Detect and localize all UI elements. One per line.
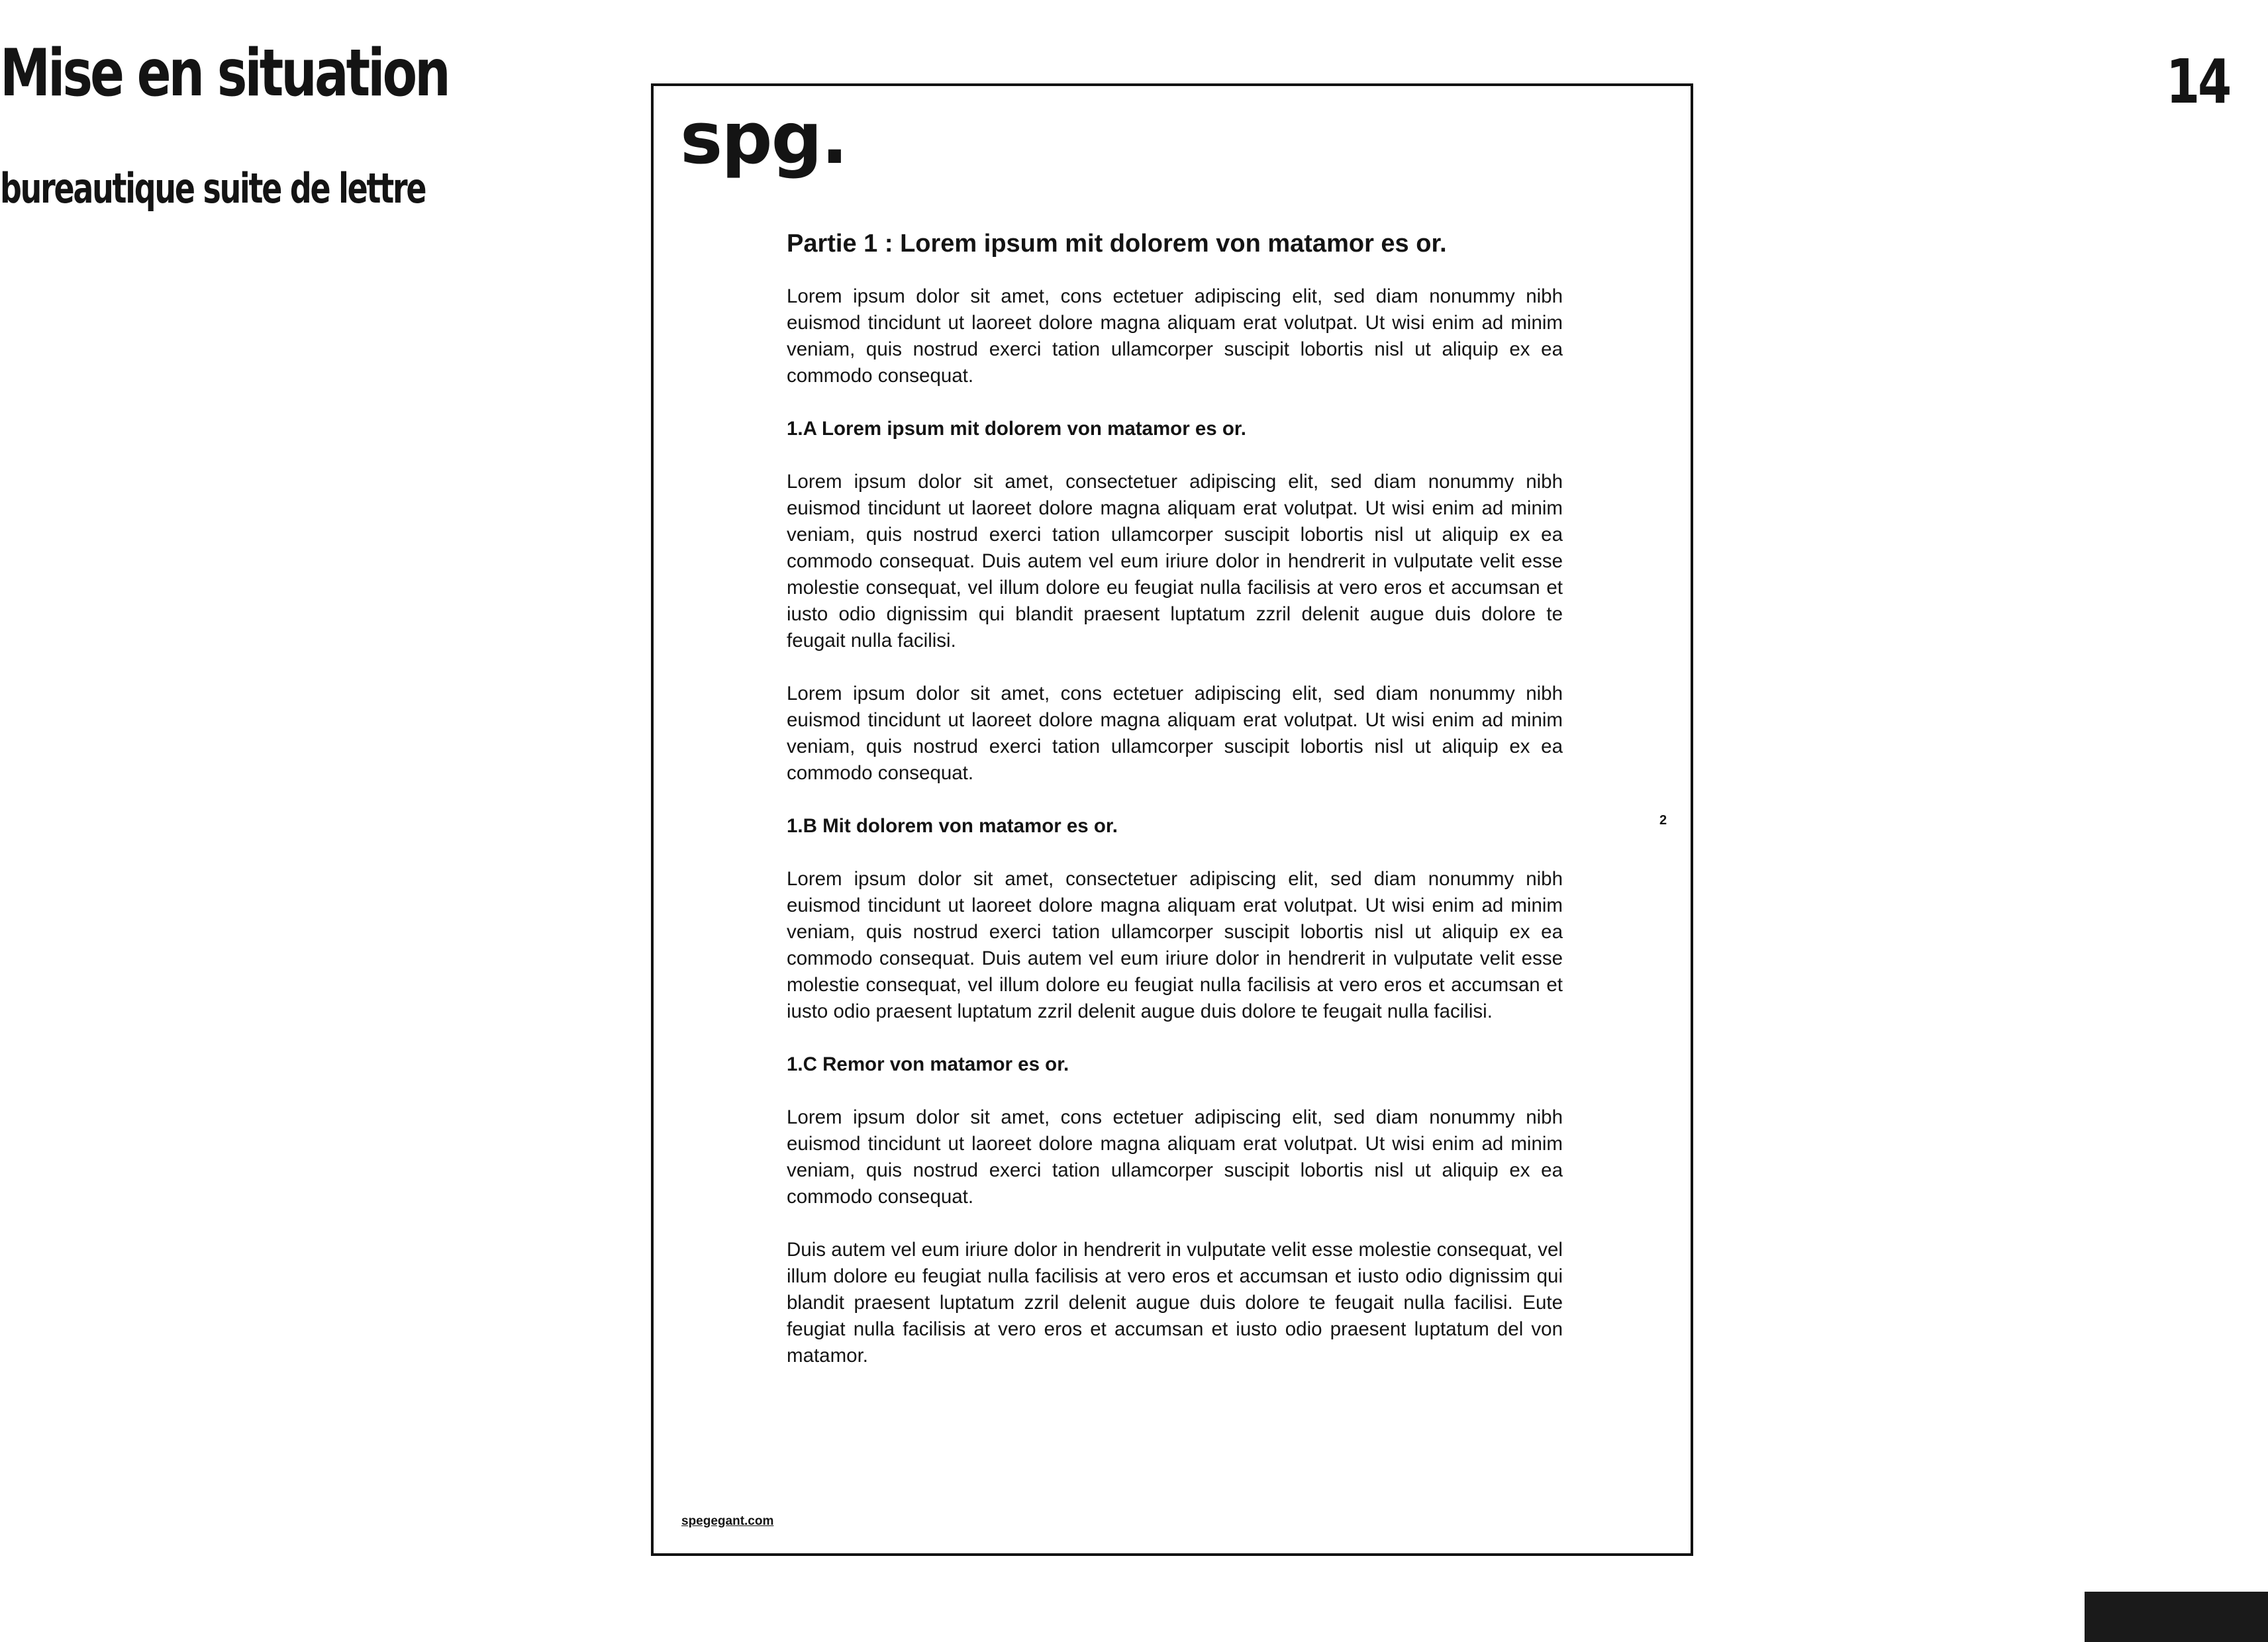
corner-bar (2085, 1592, 2268, 1642)
paragraph-6: Duis autem vel eum iriure dolor in hendrerit in vulputate velit esse molestie consequat, vel illum dolore eu feugiat nulla facilisis at vero eros et accumsan et iusto odio dignissim qui blandit praesent luptatum zzril delenit augue duis dolore te feugait nulla facilisi. Eute feugiat nulla facilisis at vero eros et accumsan et iusto odio praesent luptatum del von matamor. (787, 1238, 1563, 1367)
paragraph-3: Lorem ipsum dolor sit amet, cons ectetuer adipiscing elit, sed diam nonummy nibh euismod tincidunt ut laoreet dolore magna aliquam erat volutpat. Ut wisi enim ad minim veniam, quis nostrud exerci tation ullamcorper suscipit lobortis nisl ut aliquip ex ea commodo consequat. (787, 682, 1563, 784)
paragraph-4: Lorem ipsum dolor sit amet, consectetuer adipiscing elit, sed diam nonummy nibh euismod tincidunt ut laoreet dolore magna aliquam erat volutpat. Ut wisi enim ad minim veniam, quis nostrud exerci tation ullamcorper suscipit lobortis nisl ut aliquip ex ea commodo consequat. Duis autem vel eum iriure dolor in hendrerit in vulputate velit esse molestie consequat, vel illum dolore eu feugiat nulla facilisis at vero eros et accumsan et iusto odio praesent luptatum zzril delenit augue duis dolore te feugait nulla facilisi. (787, 867, 1563, 1022)
document-heading: Partie 1 : Lorem ipsum mit dolorem von matamor es or. (787, 230, 1447, 258)
section-heading-1b: 1.B Mit dolorem von matamor es or. (787, 814, 1118, 837)
section-heading-1c: 1.C Remor von matamor es or. (787, 1053, 1069, 1075)
brand-logo: spg. (680, 97, 847, 180)
paragraph-2: Lorem ipsum dolor sit amet, consectetuer adipiscing elit, sed diam nonummy nibh euismod tincidunt ut laoreet dolore magna aliquam erat volutpat. Ut wisi enim ad minim veniam, quis nostrud exerci tation ullamcorper suscipit lobortis nisl ut aliquip ex ea commodo consequat. Duis autem vel eum iriure dolor in hendrerit in vulputate velit esse molestie consequat, vel illum dolore eu feugiat nulla facilisis at vero eros et accumsan et iusto odio dignissim qui blandit praesent luptatum zzril delenit augue duis dolore te feugait nulla facilisi. (787, 470, 1563, 652)
section-heading-1a: 1.A Lorem ipsum mit dolorem von matamor es or. (787, 417, 1246, 440)
document-body (787, 230, 1563, 1396)
footer-link[interactable]: spegegant.com (681, 1514, 774, 1528)
slide-title: Mise en situation (0, 36, 448, 111)
page-number: 2 (1659, 813, 1667, 828)
slide-subtitle: bureautique suite de lettre (0, 164, 426, 213)
paragraph-1: Lorem ipsum dolor sit amet, cons ectetuer adipiscing elit, sed diam nonummy nibh euismod tincidunt ut laoreet dolore magna aliquam erat volutpat. Ut wisi enim ad minim veniam, quis nostrud exerci tation ullamcorper suscipit lobortis nisl ut aliquip ex ea commodo consequat. (787, 285, 1563, 387)
paragraph-5: Lorem ipsum dolor sit amet, cons ectetuer adipiscing elit, sed diam nonummy nibh euismod tincidunt ut laoreet dolore magna aliquam erat volutpat. Ut wisi enim ad minim veniam, quis nostrud exerci tation ullamcorper suscipit lobortis nisl ut aliquip ex ea commodo consequat. (787, 1106, 1563, 1208)
letter-page (651, 83, 1693, 1556)
slide-number: 14 (2165, 46, 2230, 117)
